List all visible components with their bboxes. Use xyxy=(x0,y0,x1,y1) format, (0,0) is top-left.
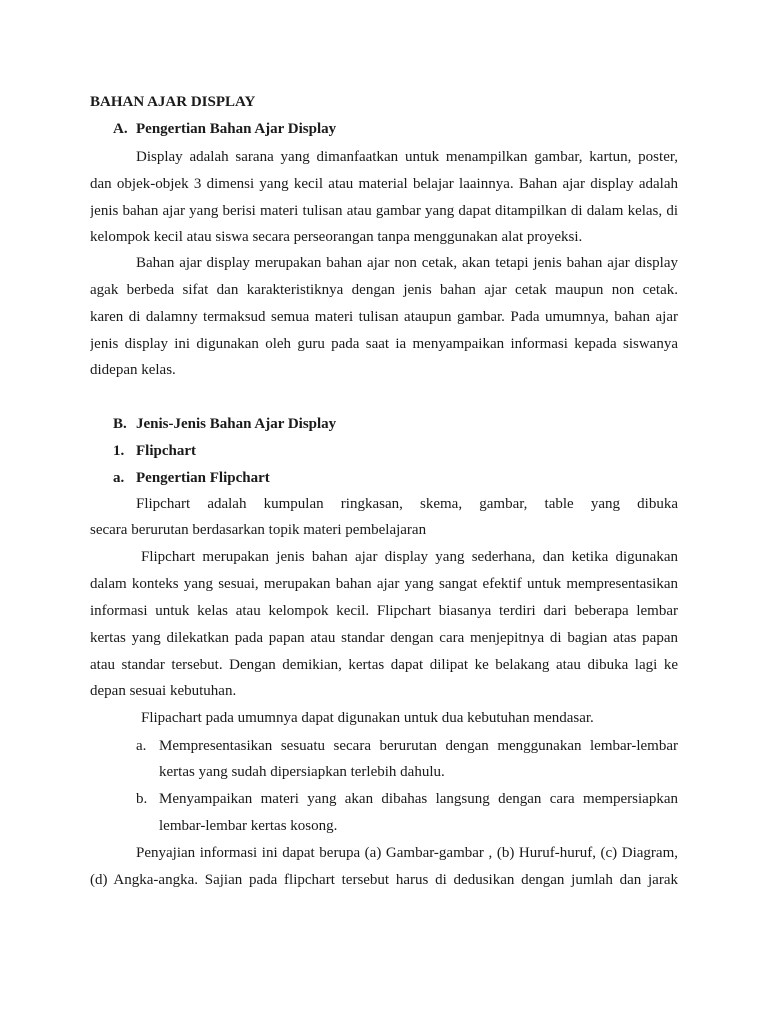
paragraph-line: jenis display ini digunakan oleh guru pada saat ia menyampaikan informasi kepada siswanya xyxy=(90,336,678,352)
paragraph-line: Flipchart merupakan jenis bahan ajar display yang sederhana, dan ketika digunakan xyxy=(141,549,678,565)
subsection-a-heading: Pengertian Flipchart xyxy=(136,470,270,486)
list-item-line: lembar-lembar kertas kosong. xyxy=(159,818,338,834)
list-item-line: Menyampaikan materi yang akan dibahas langsung dengan cara mempersiapkan xyxy=(159,791,678,807)
paragraph-line: dan objek-objek 3 dimensi yang kecil atau material belajar laainnya. Bahan ajar display adalah xyxy=(90,176,678,192)
paragraph-line: agak berbeda sifat dan karakteristiknya dengan jenis bahan ajar cetak maupun non cetak. xyxy=(90,282,678,298)
paragraph-line: jenis bahan ajar yang berisi materi tulisan atau gambar yang dapat ditampilkan di dalam kelas, di xyxy=(90,203,678,219)
subsection-1-marker: 1. xyxy=(113,443,125,459)
section-b-marker: B. xyxy=(113,416,127,432)
paragraph-line: Flipachart pada umumnya dapat digunakan untuk dua kebutuhan mendasar. xyxy=(141,710,594,726)
paragraph-line: dalam konteks yang sesuai, merupakan bahan ajar yang sangat efektif untuk mempresentasikan xyxy=(90,576,678,592)
paragraph-line: informasi untuk kelas atau kelompok kecil. Flipchart biasanya terdiri dari beberapa lembar xyxy=(90,603,678,619)
paragraph-line: karen di dalamny termaksud semua materi tulisan ataupun gambar. Pada umumnya, bahan ajar xyxy=(90,309,678,325)
subsection-1-heading: Flipchart xyxy=(136,443,196,459)
paragraph-line: Penyajian informasi ini dapat berupa (a) Gambar-gambar , (b) Huruf-huruf, (c) Diagram, xyxy=(136,845,678,861)
subsection-a-marker: a. xyxy=(113,470,125,486)
list-item-marker: a. xyxy=(136,738,147,754)
paragraph-line: (d) Angka-angka. Sajian pada flipchart tersebut harus di dedusikan dengan jumlah dan jarak xyxy=(90,872,678,888)
paragraph-line: Flipchart adalah kumpulan ringkasan, skema, gambar, table yang dibuka xyxy=(136,496,678,512)
section-b-heading: Jenis-Jenis Bahan Ajar Display xyxy=(136,416,337,432)
list-item-line: kertas yang sudah dipersiapkan terlebih dahulu. xyxy=(159,764,445,780)
list-item-line: Mempresentasikan sesuatu secara berurutan dengan menggunakan lembar-lembar xyxy=(159,738,678,754)
list-item-marker: b. xyxy=(136,791,148,807)
section-a-heading: Pengertian Bahan Ajar Display xyxy=(136,121,337,137)
paragraph-line: secara berurutan berdasarkan topik materi pembelajaran xyxy=(90,522,427,538)
section-a-marker: A. xyxy=(113,121,128,137)
paragraph-line: kertas yang dilekatkan pada papan atau standar dengan cara menjepitnya di bagian atas papan xyxy=(90,630,678,646)
document-title: BAHAN AJAR DISPLAY xyxy=(90,94,256,110)
paragraph-line: depan sesuai kebutuhan. xyxy=(90,683,237,699)
paragraph-line: Bahan ajar display merupakan bahan ajar non cetak, akan tetapi jenis bahan ajar display xyxy=(136,255,678,271)
paragraph-line: kelompok kecil atau siswa secara perseorangan tanpa menggunakan alat proyeksi. xyxy=(90,229,583,245)
paragraph-line: Display adalah sarana yang dimanfaatkan untuk menampilkan gambar, kartun, poster, xyxy=(136,149,678,165)
paragraph-line: didepan kelas. xyxy=(90,362,176,378)
paragraph-line: atau standar tersebut. Dengan demikian, kertas dapat dilipat ke belakang atau dibuka lagi ke xyxy=(90,657,678,673)
